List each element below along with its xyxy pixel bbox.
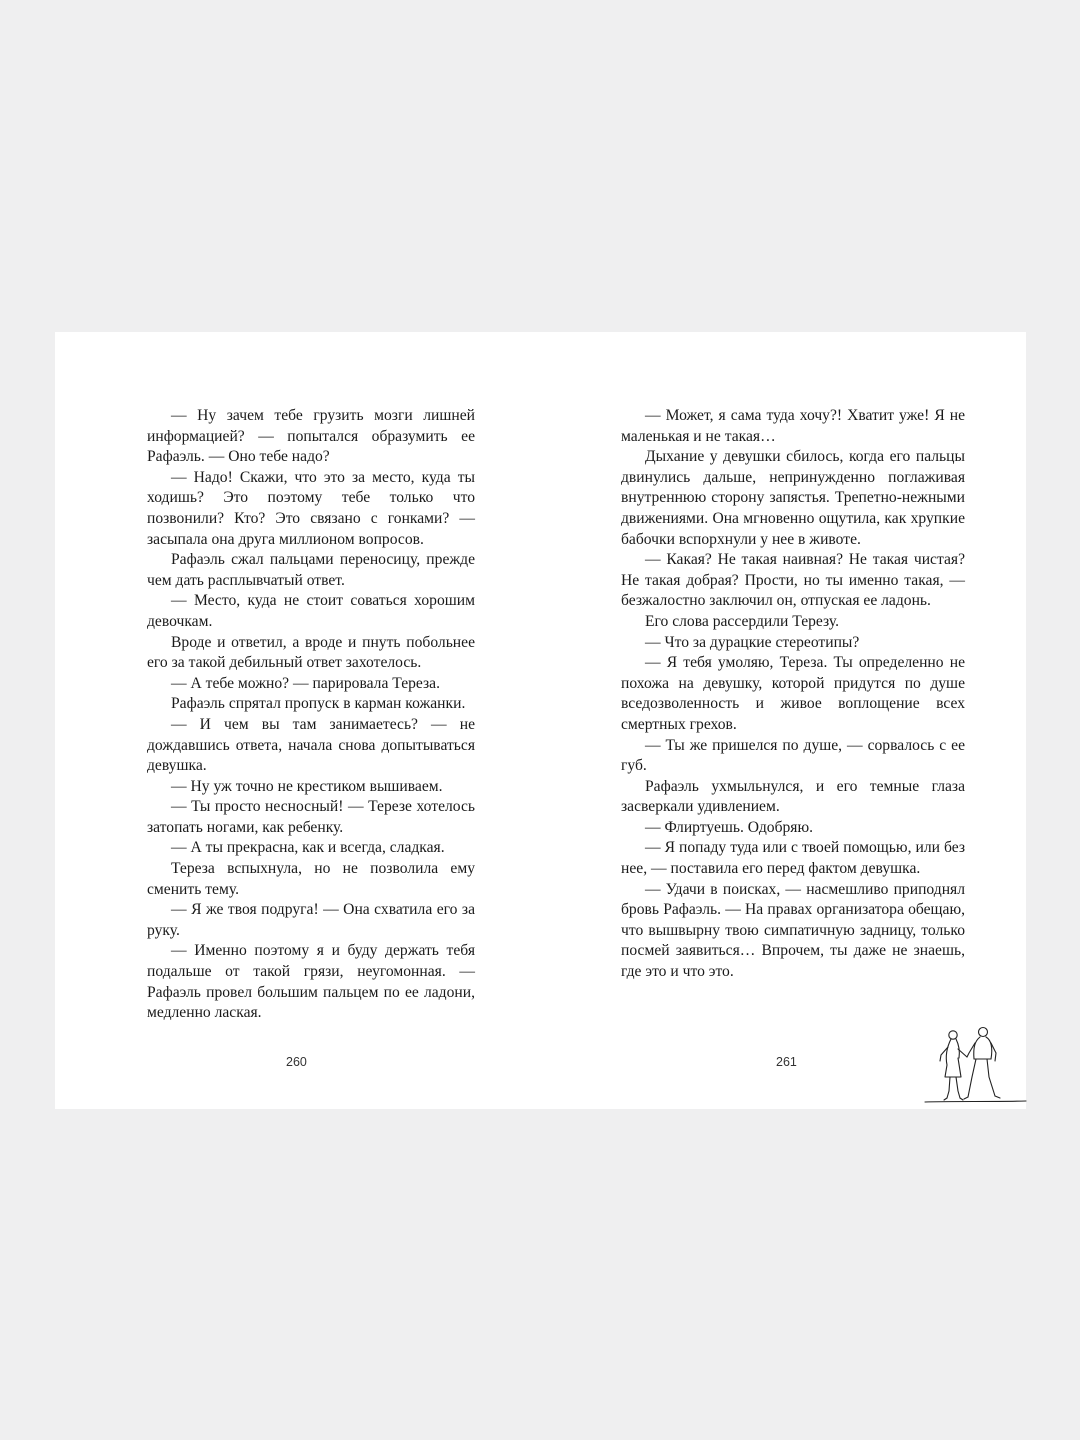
paragraph: — Надо! Скажи, что это за место, куда ты ходишь? Это поэтому тебе только что позвонили? Кто? Это связано с гонками? — засыпала она друга миллионом вопросов. — [147, 468, 475, 548]
walking-couple-line-art-icon — [923, 1025, 1027, 1107]
paragraph: Тереза вспыхнула, но не позволила ему сменить тему. — [147, 860, 475, 898]
right-page-number: 261 — [776, 1055, 797, 1069]
paragraph: — И чем вы там занимаетесь? — не дождавшись ответа, начала снова допытываться девушка. — [147, 715, 475, 775]
paragraph: — Место, куда не стоит соваться хорошим девочкам. — [147, 592, 475, 630]
paragraph: — Я тебя умоляю, Тереза. Ты определенно не похожа на девушку, которой придутся по душе вседозволенность и живое воплощение всех смертных грехов. — [621, 654, 965, 733]
paragraph: — Флиртуешь. Одобряю. — [645, 818, 814, 836]
paragraph: Дыхание у девушки сбилось, когда его пальцы двинулись дальше, непринужденно поглаживая внутреннюю сторону запястья. Трепетно-нежными движениями. Она мгновенно ощутила, как хрупкие бабочки вспорхнули у нее в животе. — [621, 448, 965, 548]
paragraph: — Ну уж точно не крестиком вышиваем. — [171, 777, 443, 795]
right-page-text — [621, 406, 965, 983]
paragraph: Его слова рассердили Терезу. — [645, 612, 839, 630]
paragraph: — Я же твоя подруга! — Она схватила его за руку. — [147, 901, 475, 939]
paragraph: Рафаэль спрятал пропуск в карман кожанки. — [171, 695, 466, 713]
paragraph: — Ты же пришелся по душе, — сорвалось с ее губ. — [621, 736, 965, 775]
paragraph: — Какая? Не такая наивная? Не такая чистая? Не такая добрая? Прости, но ты именно такая, — безжалостно заключил он, отпуская ее ладонь. — [621, 551, 965, 610]
paragraph: Рафаэль ухмыльнулся, и его темные глаза засверкали удивлением. — [621, 777, 965, 816]
paragraph: — Именно поэтому я и буду держать тебя подальше от такой грязи, неугомонная. — Рафаэль провел большим пальцем по ее ладони, медленно лаская. — [147, 942, 475, 1022]
left-page-number: 260 — [286, 1055, 307, 1069]
paragraph: Вроде и ответил, а вроде и пнуть побольнее его за такой дебильный ответ захотелось. — [147, 633, 475, 672]
paragraph: — Ну зачем тебе грузить мозги лишней информацией? — попытался образумить ее Рафаэль. — Оно тебе надо? — [147, 407, 475, 466]
paragraph: — Удачи в поисках, — насмешливо приподнял бровь Рафаэль. — На правах организатора обещаю, что вышвырну твою симпатичную задницу, только посмей заявиться… Впрочем, ты даже не знаешь, где это и что это. — [621, 880, 965, 981]
paragraph: — Ты просто несносный! — Терезе хотелось затопать ногами, как ребенку. — [147, 798, 475, 836]
paragraph: — А тебе можно? — парировала Тереза. — [171, 674, 440, 692]
paragraph: — Что за дурацкие стереотипы? — [645, 633, 860, 651]
paragraph: — Я попаду туда или с твоей помощью, или без нее, — поставила его перед фактом девушка. — [621, 839, 965, 878]
left-page-text — [147, 406, 475, 1024]
paragraph: — Может, я сама туда хочу?! Хватит уже! Я не маленькая и не такая… — [621, 407, 965, 445]
paragraph: Рафаэль сжал пальцами переносицу, прежде чем дать расплывчатый ответ. — [147, 551, 475, 589]
paragraph: — А ты прекрасна, как и всегда, сладкая. — [171, 839, 445, 857]
book-spread — [55, 332, 1026, 1109]
